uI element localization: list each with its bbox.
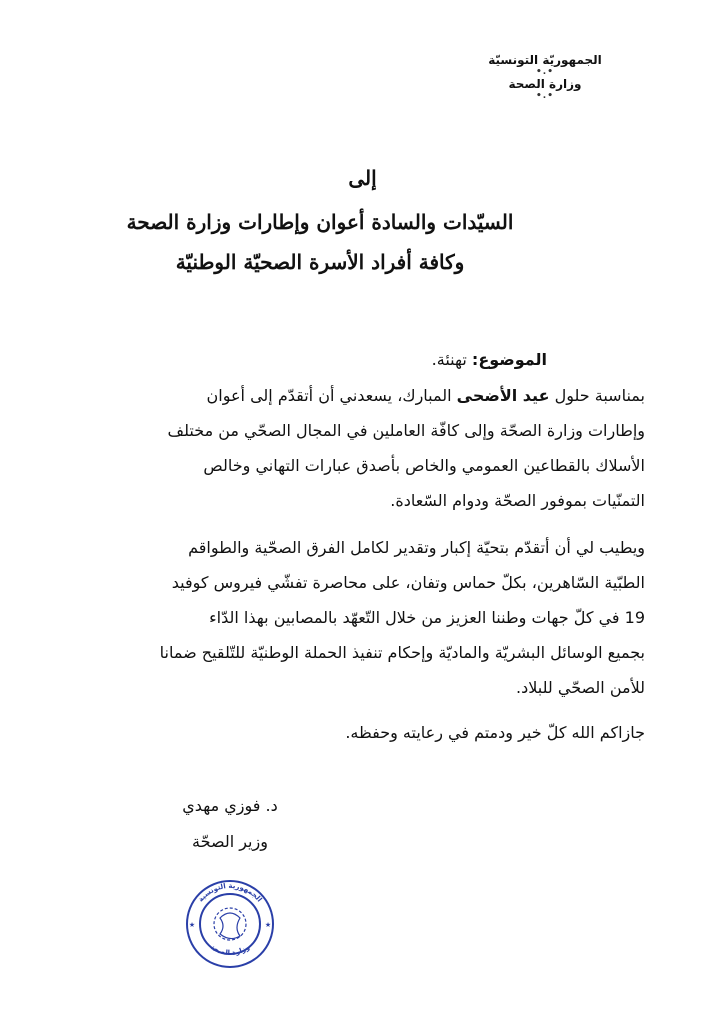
- recipient-line-2: وكافة أفراد الأسرة الصحيّة الوطنيّة: [175, 250, 465, 274]
- stamp-star: ★: [264, 921, 272, 929]
- paragraph-line: الأسلاك بالقطاعين العمومي والخاص بأصدق عبارات التهاني وخالص: [203, 456, 645, 475]
- paragraph-line: التمنّيات بموفور الصحّة ودوام السّعادة.: [390, 491, 645, 510]
- signatory-title: وزير الصحّة: [192, 832, 268, 851]
- paragraph-greeting: [95, 378, 645, 518]
- paragraph-tribute: [95, 530, 645, 705]
- signature-block: [130, 788, 330, 860]
- stamp-star: ★: [188, 921, 196, 929]
- letterhead-country: الجمهوريّة التونسيّة: [488, 53, 602, 67]
- closing-line: جازاكم الله كلّ خير ودمتم في رعايته وحفظه.: [345, 723, 645, 742]
- paragraph-text: بمناسبة حلول: [554, 386, 645, 405]
- recipient-to: إلى: [348, 166, 377, 190]
- recipient-line-1: السيّدات والسادة أعوان وإطارات وزارة الصحة: [126, 210, 514, 234]
- letterhead-separator: •.•: [536, 67, 554, 77]
- paragraph-line: للأمن الصحّي للبلاد.: [516, 678, 645, 697]
- paragraph-line: وإطارات وزارة الصحّة وإلى كافّة العاملين في المجال الصحّي من مختلف: [167, 421, 645, 440]
- letterhead: [465, 52, 625, 100]
- paragraph-line: [95, 378, 645, 413]
- letterhead-ministry: وزارة الصحة: [508, 77, 582, 91]
- stamp-lettering: الجمهورية التونسية: [196, 881, 264, 904]
- subject-label: الموضوع:: [471, 350, 547, 369]
- letterhead-separator: •.•: [536, 91, 554, 101]
- paragraph-line: بجميع الوسائل البشريّة والماديّة وإحكام تنفيذ الحملة الوطنيّة للتّلقيح ضمانا: [159, 643, 645, 662]
- stamp-lettering: وزارة الصحة: [208, 943, 252, 957]
- paragraph-line: الطبّية السّاهرين، بكلّ حماس وتفان، على محاصرة تفشّي فيروس كوفيد: [171, 573, 645, 592]
- paragraph-line: ويطيب لي أن أتقدّم بتحيّة إكبار وتقدير لكامل الفرق الصحّية والطواقم: [188, 538, 645, 557]
- paragraph-line: 19 في كلّ جهات وطننا العزيز من خلال التّعهّد بالمصابين بهذا الدّاء: [209, 608, 645, 627]
- subject-value: تهنئة.: [431, 350, 467, 369]
- official-stamp: [184, 878, 276, 970]
- holiday-name: عيد الأضحى: [456, 386, 550, 405]
- paragraph-text: المبارك، يسعدني أن أتقدّم إلى أعوان: [206, 386, 452, 405]
- signatory-name: د. فوزي مهدي: [182, 796, 278, 815]
- subject-line: [432, 350, 547, 369]
